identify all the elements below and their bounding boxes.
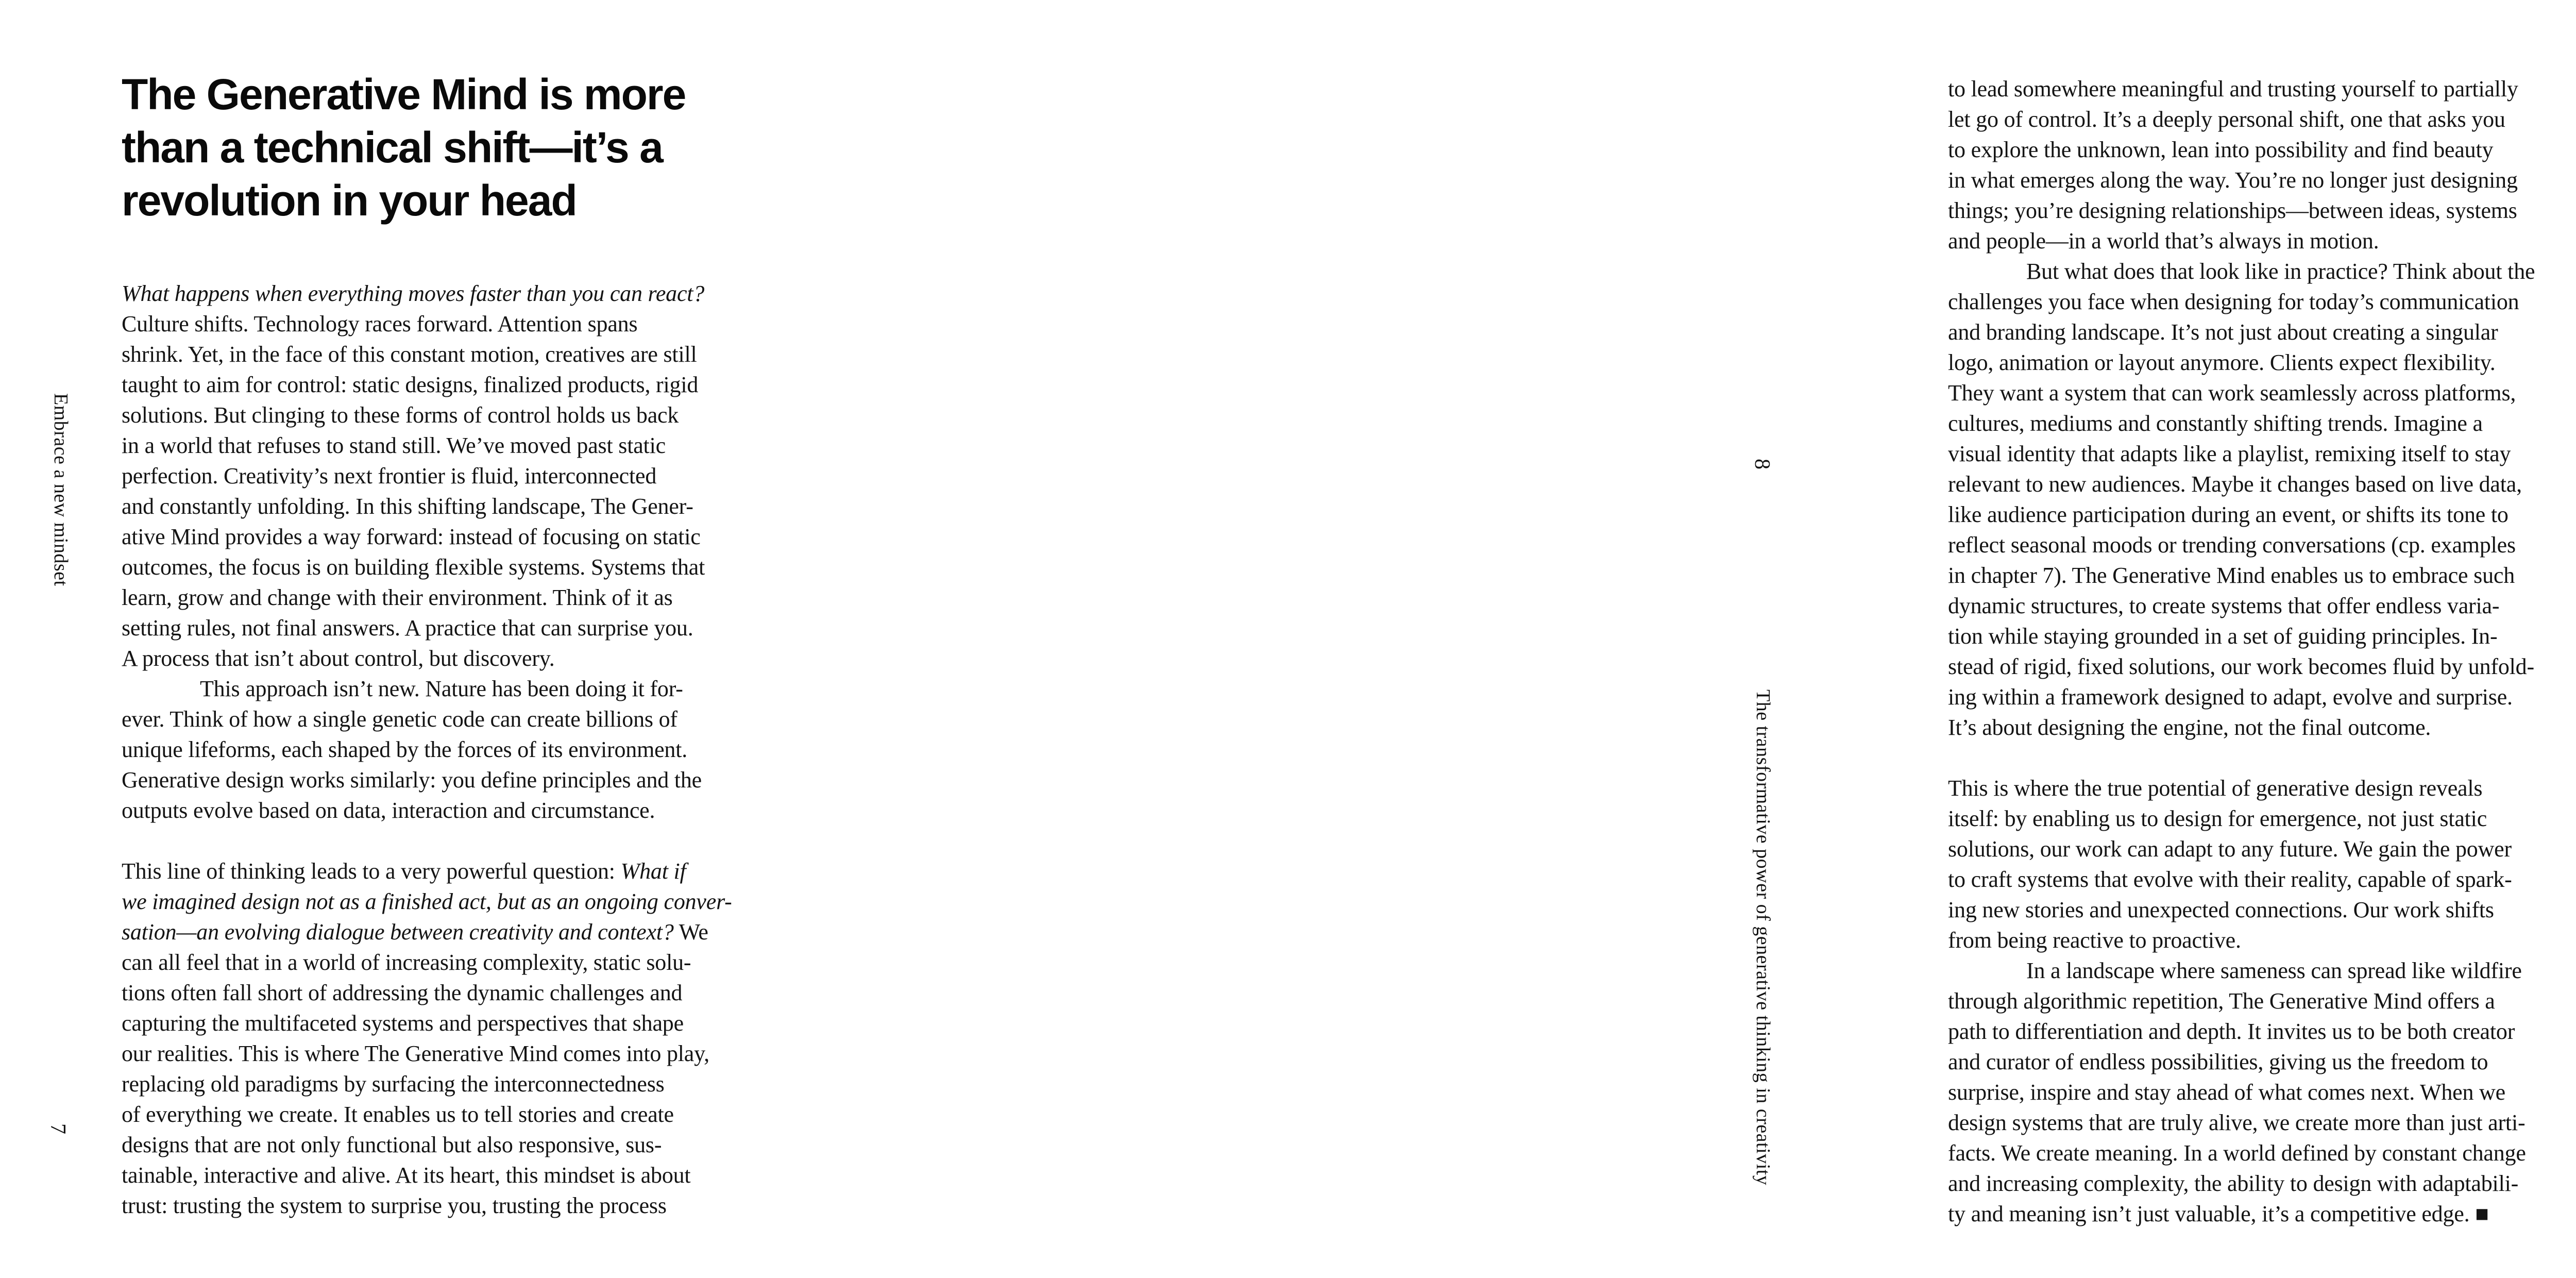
text-segment: What if	[620, 859, 686, 884]
text-segment: This line of thinking leads to a very powerful question:	[122, 859, 621, 884]
text-line	[122, 947, 822, 978]
right-margin-chapter-label: The transformative power of generative thinking in creativity	[1752, 690, 1774, 1186]
text-line	[1948, 1077, 2576, 1107]
text-segment: surprise, inspire and stay ahead of what comes next. When we	[1948, 1080, 2505, 1105]
text-line	[1948, 895, 2576, 925]
page-number-7: 7	[46, 1123, 70, 1134]
text-line	[1948, 925, 2576, 955]
text-line	[122, 491, 822, 522]
text-line	[1948, 165, 2576, 195]
text-line	[1948, 834, 2576, 864]
text-line	[1948, 1107, 2576, 1138]
text-line	[1948, 134, 2576, 165]
text-line	[122, 309, 822, 339]
text-segment: We	[673, 919, 708, 945]
text-line	[122, 643, 822, 674]
text-segment: tions often fall short of addressing the dynamic challenges and	[122, 980, 683, 1005]
text-segment: outputs evolve based on data, interaction and circumstance.	[122, 798, 655, 823]
text-segment: perfection. Creativity’s next frontier is fluid, interconnected	[122, 463, 657, 489]
text-segment: and increasing complexity, the ability to design with adaptabili-	[1948, 1171, 2519, 1196]
text-segment: we imagined design not as a finished act, but as an ongoing conver-	[122, 889, 732, 914]
text-line	[122, 613, 822, 643]
text-line	[122, 339, 822, 369]
text-line	[122, 674, 822, 704]
text-segment: unique lifeforms, each shaped by the forces of its environment.	[122, 737, 688, 762]
text-segment: This approach isn’t new. Nature has been doing it for-	[200, 676, 683, 701]
text-line	[1948, 712, 2576, 743]
left-page	[0, 0, 912, 1278]
text-segment: ing within a framework designed to adapt, evolve and surprise.	[1948, 684, 2513, 710]
right-text-column	[1948, 74, 2576, 1229]
text-segment: What happens when everything moves faster than you can react?	[122, 281, 705, 306]
text-line	[122, 582, 822, 613]
text-segment: outcomes, the focus is on building flexible systems. Systems that	[122, 554, 705, 580]
text-segment: to lead somewhere meaningful and trusting yourself to partially	[1948, 76, 2518, 102]
text-segment: to explore the unknown, lean into possibility and find beauty	[1948, 137, 2494, 162]
text-segment: itself: by enabling us to design for emergence, not just static	[1948, 806, 2487, 831]
text-segment: and branding landscape. It’s not just about creating a singular	[1948, 320, 2498, 345]
text-line	[122, 856, 822, 886]
right-page	[912, 0, 2535, 1278]
text-segment: visual identity that adapts like a playlist, remixing itself to stay	[1948, 441, 2511, 466]
text-segment: capturing the multifaceted systems and perspectives that shape	[122, 1011, 684, 1036]
text-line	[1948, 439, 2576, 469]
text-segment: logo, animation or layout anymore. Clients expect flexibility.	[1948, 350, 2496, 375]
text-line	[1948, 864, 2576, 895]
text-line	[1948, 682, 2576, 712]
text-segment: tion while staying grounded in a set of guiding principles. In-	[1948, 624, 2498, 649]
text-segment: But what does that look like in practice? Think about the	[2026, 259, 2535, 284]
text-segment: and curator of endless possibilities, giving us the freedom to	[1948, 1049, 2488, 1074]
text-segment: They want a system that can work seamlessly across platforms,	[1948, 380, 2516, 406]
text-segment: reflect seasonal moods or trending conversations (cp. examples	[1948, 532, 2516, 558]
text-segment: in a world that refuses to stand still. We’ve moved past static	[122, 433, 666, 458]
text-segment: and constantly unfolding. In this shifting landscape, The Gener-	[122, 494, 693, 519]
text-line	[1948, 986, 2576, 1016]
text-line	[122, 461, 822, 491]
text-line	[1948, 591, 2576, 621]
text-segment: challenges you face when designing for today’s communication	[1948, 289, 2519, 314]
text-segment: let go of control. It’s a deeply personal shift, one that asks you	[1948, 107, 2505, 132]
text-segment: Culture shifts. Technology races forward. Attention spans	[122, 311, 638, 337]
text-line	[1948, 256, 2576, 287]
left-margin-chapter-label: Embrace a new mindset	[50, 393, 72, 586]
chapter-title-line: than a technical shift—it’s a	[122, 123, 663, 172]
chapter-title-line: revolution in your head	[122, 176, 577, 225]
text-line	[1948, 621, 2576, 651]
blank-line	[122, 826, 822, 856]
text-line	[1948, 287, 2576, 317]
text-line	[1948, 499, 2576, 530]
blank-line	[1948, 743, 2576, 773]
text-line	[1948, 469, 2576, 499]
left-text-column	[122, 278, 822, 1221]
text-segment: ever. Think of how a single genetic code can create billions of	[122, 707, 677, 732]
text-line	[1948, 195, 2576, 226]
text-segment: to craft systems that evolve with their reality, capable of spark-	[1948, 867, 2512, 892]
text-segment: relevant to new audiences. Maybe it changes based on live data,	[1948, 472, 2522, 497]
text-segment: facts. We create meaning. In a world defined by constant change	[1948, 1140, 2526, 1166]
chapter-title	[122, 68, 853, 227]
text-line	[1948, 560, 2576, 591]
text-segment: shrink. Yet, in the face of this constant motion, creatives are still	[122, 342, 697, 367]
text-segment: cultures, mediums and constantly shifting trends. Imagine a	[1948, 411, 2483, 436]
text-line	[122, 886, 822, 917]
text-line	[1948, 1199, 2576, 1229]
text-line	[1948, 226, 2576, 256]
text-segment: In a landscape where sameness can spread like wildfire	[2026, 958, 2522, 983]
text-segment: of everything we create. It enables us to tell stories and create	[122, 1102, 674, 1127]
text-segment: from being reactive to proactive.	[1948, 928, 2241, 953]
text-line	[1948, 347, 2576, 378]
text-segment: ing new stories and unexpected connections. Our work shifts	[1948, 897, 2494, 922]
text-line	[122, 917, 822, 947]
text-line	[122, 704, 822, 734]
text-line	[122, 430, 822, 461]
text-line	[122, 1069, 822, 1099]
text-line	[122, 1190, 822, 1221]
text-line	[1948, 408, 2576, 439]
text-segment: A process that isn’t about control, but discovery.	[122, 646, 555, 671]
text-segment: stead of rigid, fixed solutions, our work becomes fluid by unfold-	[1948, 654, 2534, 679]
text-line	[1948, 1168, 2576, 1199]
text-segment: ty and meaning isn’t just valuable, it’s a competitive edge. ■	[1948, 1201, 2489, 1226]
text-segment: and people—in a world that’s always in motion.	[1948, 228, 2379, 254]
text-segment: design systems that are truly alive, we create more than just arti-	[1948, 1110, 2526, 1135]
text-segment: sation—an evolving dialogue between creativity and context?	[122, 919, 674, 945]
text-line	[122, 765, 822, 795]
text-segment: dynamic structures, to create systems that offer endless varia-	[1948, 593, 2500, 618]
text-line	[1948, 317, 2576, 347]
text-line	[1948, 104, 2576, 134]
text-segment: It’s about designing the engine, not the final outcome.	[1948, 715, 2431, 740]
text-line	[1948, 955, 2576, 986]
text-line	[122, 369, 822, 400]
page-number-8: 8	[1750, 459, 1774, 469]
text-line	[122, 552, 822, 582]
text-segment: things; you’re designing relationships—between ideas, systems	[1948, 198, 2517, 223]
text-line	[1948, 651, 2576, 682]
text-segment: in what emerges along the way. You’re no longer just designing	[1948, 167, 2518, 193]
text-segment: our realities. This is where The Generative Mind comes into play,	[122, 1041, 709, 1066]
text-segment: solutions. But clinging to these forms of control holds us back	[122, 402, 679, 428]
text-segment: in chapter 7). The Generative Mind enables us to embrace such	[1948, 563, 2515, 588]
text-line	[1948, 74, 2576, 104]
text-segment: This is where the true potential of generative design reveals	[1948, 776, 2483, 801]
text-segment: designs that are not only functional but also responsive, sus-	[122, 1132, 662, 1157]
text-line	[1948, 1047, 2576, 1077]
text-segment: through algorithmic repetition, The Generative Mind offers a	[1948, 988, 2495, 1014]
text-line	[122, 522, 822, 552]
chapter-title-line: The Generative Mind is more	[122, 70, 686, 119]
text-segment: solutions, our work can adapt to any future. We gain the power	[1948, 836, 2512, 862]
text-segment: like audience participation during an event, or shifts its tone to	[1948, 502, 2509, 527]
text-segment: path to differentiation and depth. It invites us to be both creator	[1948, 1019, 2515, 1044]
text-segment: ative Mind provides a way forward: instead of focusing on static	[122, 524, 701, 549]
text-line	[1948, 773, 2576, 803]
text-line	[122, 400, 822, 430]
text-line	[122, 1038, 822, 1069]
text-segment: taught to aim for control: static designs, finalized products, rigid	[122, 372, 699, 397]
text-segment: Generative design works similarly: you define principles and the	[122, 767, 702, 793]
text-segment: setting rules, not final answers. A practice that can surprise you.	[122, 615, 693, 641]
text-line	[122, 1130, 822, 1160]
text-line	[1948, 1138, 2576, 1168]
text-line	[122, 1008, 822, 1038]
text-line	[1948, 1016, 2576, 1047]
text-segment: replacing old paradigms by surfacing the interconnectedness	[122, 1071, 665, 1097]
text-line	[1948, 803, 2576, 834]
text-line	[1948, 378, 2576, 408]
text-segment: trust: trusting the system to surprise you, trusting the process	[122, 1193, 667, 1218]
text-line	[122, 278, 822, 309]
text-line	[122, 734, 822, 765]
text-line	[122, 978, 822, 1008]
text-segment: learn, grow and change with their environment. Think of it as	[122, 585, 673, 610]
text-line	[122, 1160, 822, 1190]
text-segment: tainable, interactive and alive. At its heart, this mindset is about	[122, 1163, 691, 1188]
text-line	[122, 1099, 822, 1130]
text-segment: can all feel that in a world of increasing complexity, static solu-	[122, 950, 691, 975]
text-line	[1948, 530, 2576, 560]
text-line	[122, 795, 822, 826]
